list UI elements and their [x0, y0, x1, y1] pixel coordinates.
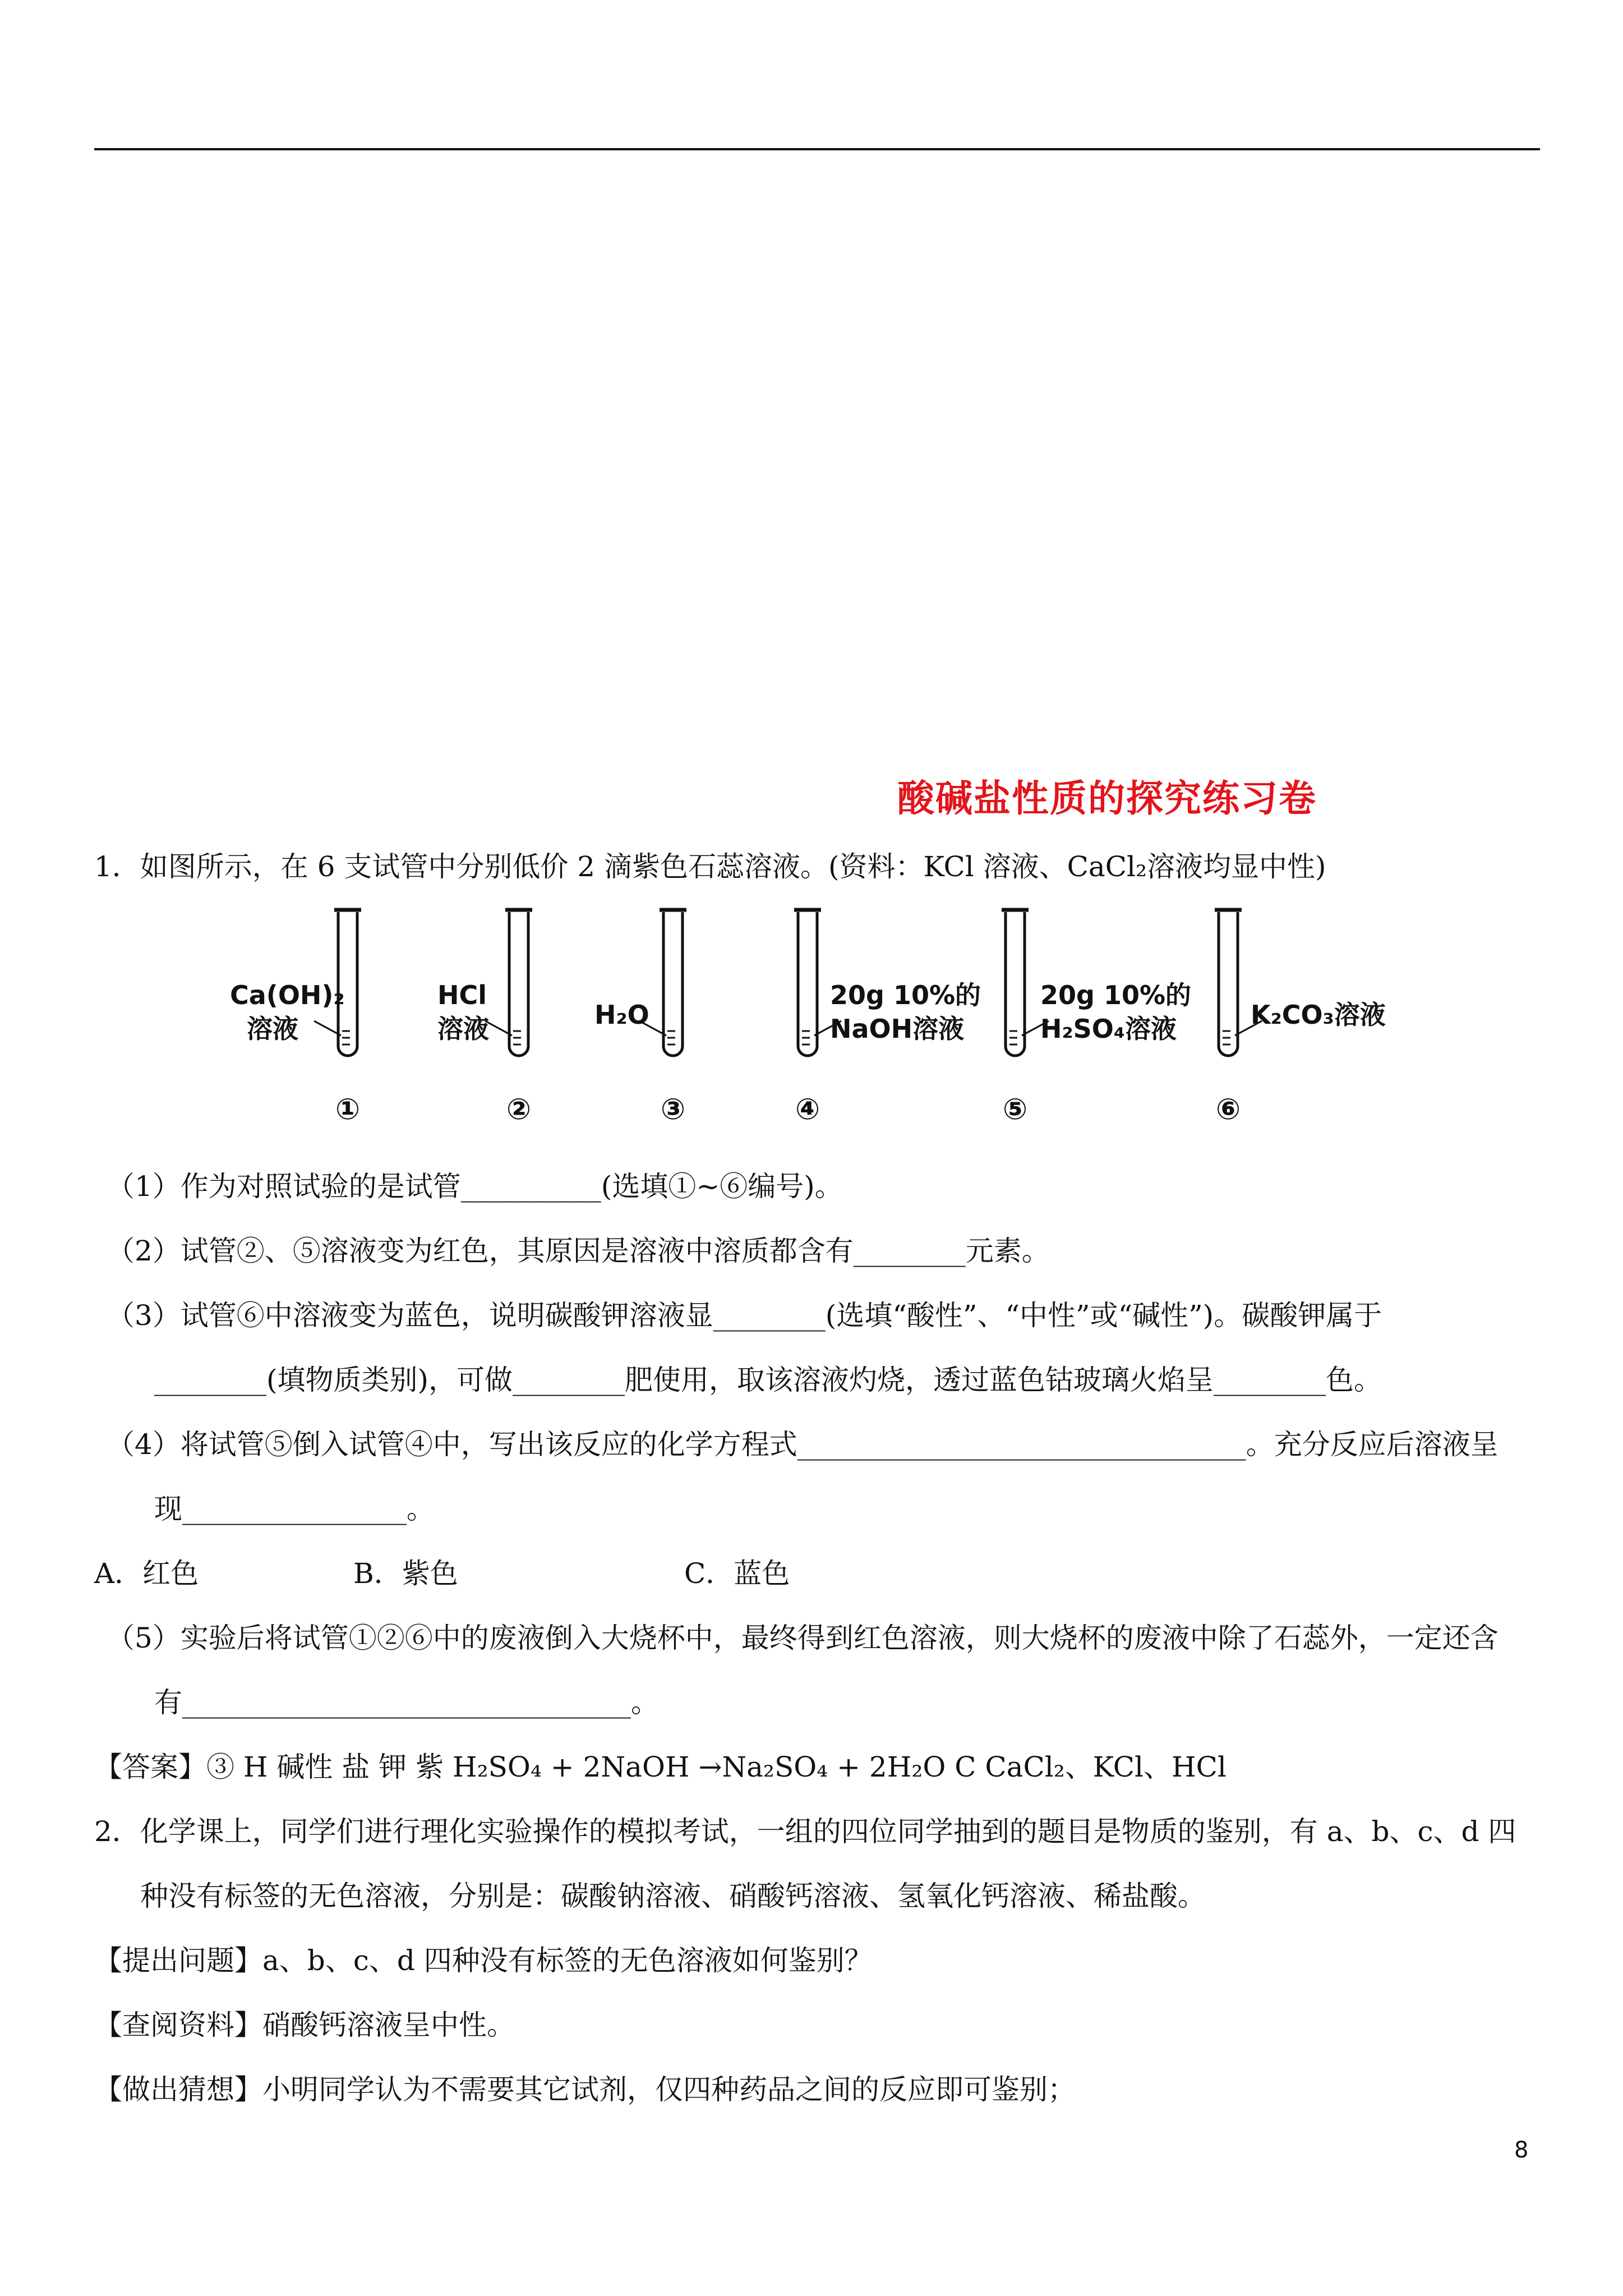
- q1-sub2: （2）试管②、⑤溶液变为红色，其原因是溶液中溶质都含有________元素。: [107, 1235, 1050, 1267]
- q2-stem-line2: 种没有标签的无色溶液，分别是：碳酸钠溶液、硝酸钙溶液、氢氧化钙溶液、稀盐酸。: [140, 1880, 1206, 1912]
- tube-label: 20g 10%的: [1040, 980, 1192, 1010]
- test-tube-5: [1002, 910, 1191, 1126]
- tube-number: ①: [335, 1093, 361, 1126]
- tube-label: 溶液: [247, 1014, 298, 1044]
- q2-reference: 【查阅资料】硝酸钙溶液呈中性。: [94, 2009, 515, 2041]
- tube-number: ④: [795, 1093, 820, 1126]
- tube-body: [1006, 912, 1025, 1056]
- tube-label: 20g 10%的: [830, 980, 981, 1010]
- option-a: A．红色: [94, 1557, 199, 1590]
- test-tube-1: [230, 910, 361, 1126]
- q1-sub4-line2: 现________________。: [154, 1493, 435, 1525]
- q1-stem: 1．如图所示，在 6 支试管中分别低价 2 滴紫色石蕊溶液。(资料：KCl 溶液、CaCl₂溶液均显中性): [94, 850, 1326, 883]
- test-tube-2: [437, 910, 532, 1126]
- tube-number: ⑥: [1215, 1093, 1241, 1126]
- tube-number: ②: [506, 1093, 532, 1126]
- tube-label: HCl: [437, 980, 487, 1010]
- q1-sub1: （1）作为对照试验的是试管__________(选填①~⑥编号)。: [107, 1170, 843, 1203]
- q2-question: 【提出问题】a、b、c、d 四种没有标签的无色溶液如何鉴别？: [94, 1944, 873, 1977]
- tube-body: [509, 912, 528, 1056]
- q1-sub5-line1: （5）实验后将试管①②⑥中的废液倒入大烧杯中，最终得到红色溶液，则大烧杯的废液中除了石蕊外，一定还含: [107, 1622, 1498, 1654]
- tube-body: [1219, 912, 1238, 1056]
- tube-label: 溶液: [437, 1014, 489, 1044]
- q1-sub5-line2: 有________________________________。: [154, 1686, 659, 1719]
- test-tube-4: [794, 910, 981, 1126]
- tube-label: K₂CO₃溶液: [1251, 1000, 1386, 1030]
- option-c: C．蓝色: [684, 1557, 790, 1590]
- document-title: 酸碱盐性质的探究练习卷: [897, 776, 1317, 820]
- q1-sub3-line1: （3）试管⑥中溶液变为蓝色，说明碳酸钾溶液显________(选填“酸性”、“中性”或“碱性”)。碳酸钾属于: [107, 1299, 1382, 1332]
- tube-label: H₂SO₄溶液: [1040, 1014, 1177, 1044]
- tube-label: H₂O: [594, 1000, 649, 1030]
- tube-label: NaOH溶液: [830, 1014, 965, 1044]
- test-tube-6: [1215, 910, 1386, 1126]
- test-tube-3: [594, 910, 686, 1126]
- q1-sub4-line1: （4）将试管⑤倒入试管④中，写出该反应的化学方程式________________________________。充分反应后溶液呈: [107, 1428, 1498, 1461]
- tube-number: ③: [660, 1093, 686, 1126]
- q2-hypothesis: 【做出猜想】小明同学认为不需要其它试剂，仅四种药品之间的反应即可鉴别；: [94, 2073, 1076, 2106]
- option-b: B．紫色: [353, 1557, 458, 1590]
- tube-body: [798, 912, 817, 1056]
- q2-stem-line1: 2．化学课上，同学们进行理化实验操作的模拟考试，一组的四位同学抽到的题目是物质的鉴别，有 a、b、c、d 四: [94, 1815, 1516, 1848]
- q1-answer: 【答案】③ H 碱性 盐 钾 紫 H₂SO₄ + 2NaOH →Na₂SO₄ + 2H₂O C CaCl₂、KCl、HCl: [94, 1751, 1227, 1783]
- q1-sub3-line2: ________(填物质类别)，可做________肥使用，取该溶液灼烧，透过蓝色钴玻璃火焰呈________色。: [154, 1364, 1382, 1396]
- header-rule: [94, 148, 1540, 150]
- test-tube-figure: [219, 903, 1430, 1144]
- tube-label: Ca(OH)₂: [230, 980, 345, 1010]
- page-number: 8: [1514, 2137, 1529, 2163]
- tube-body: [663, 912, 683, 1056]
- tube-number: ⑤: [1002, 1093, 1028, 1126]
